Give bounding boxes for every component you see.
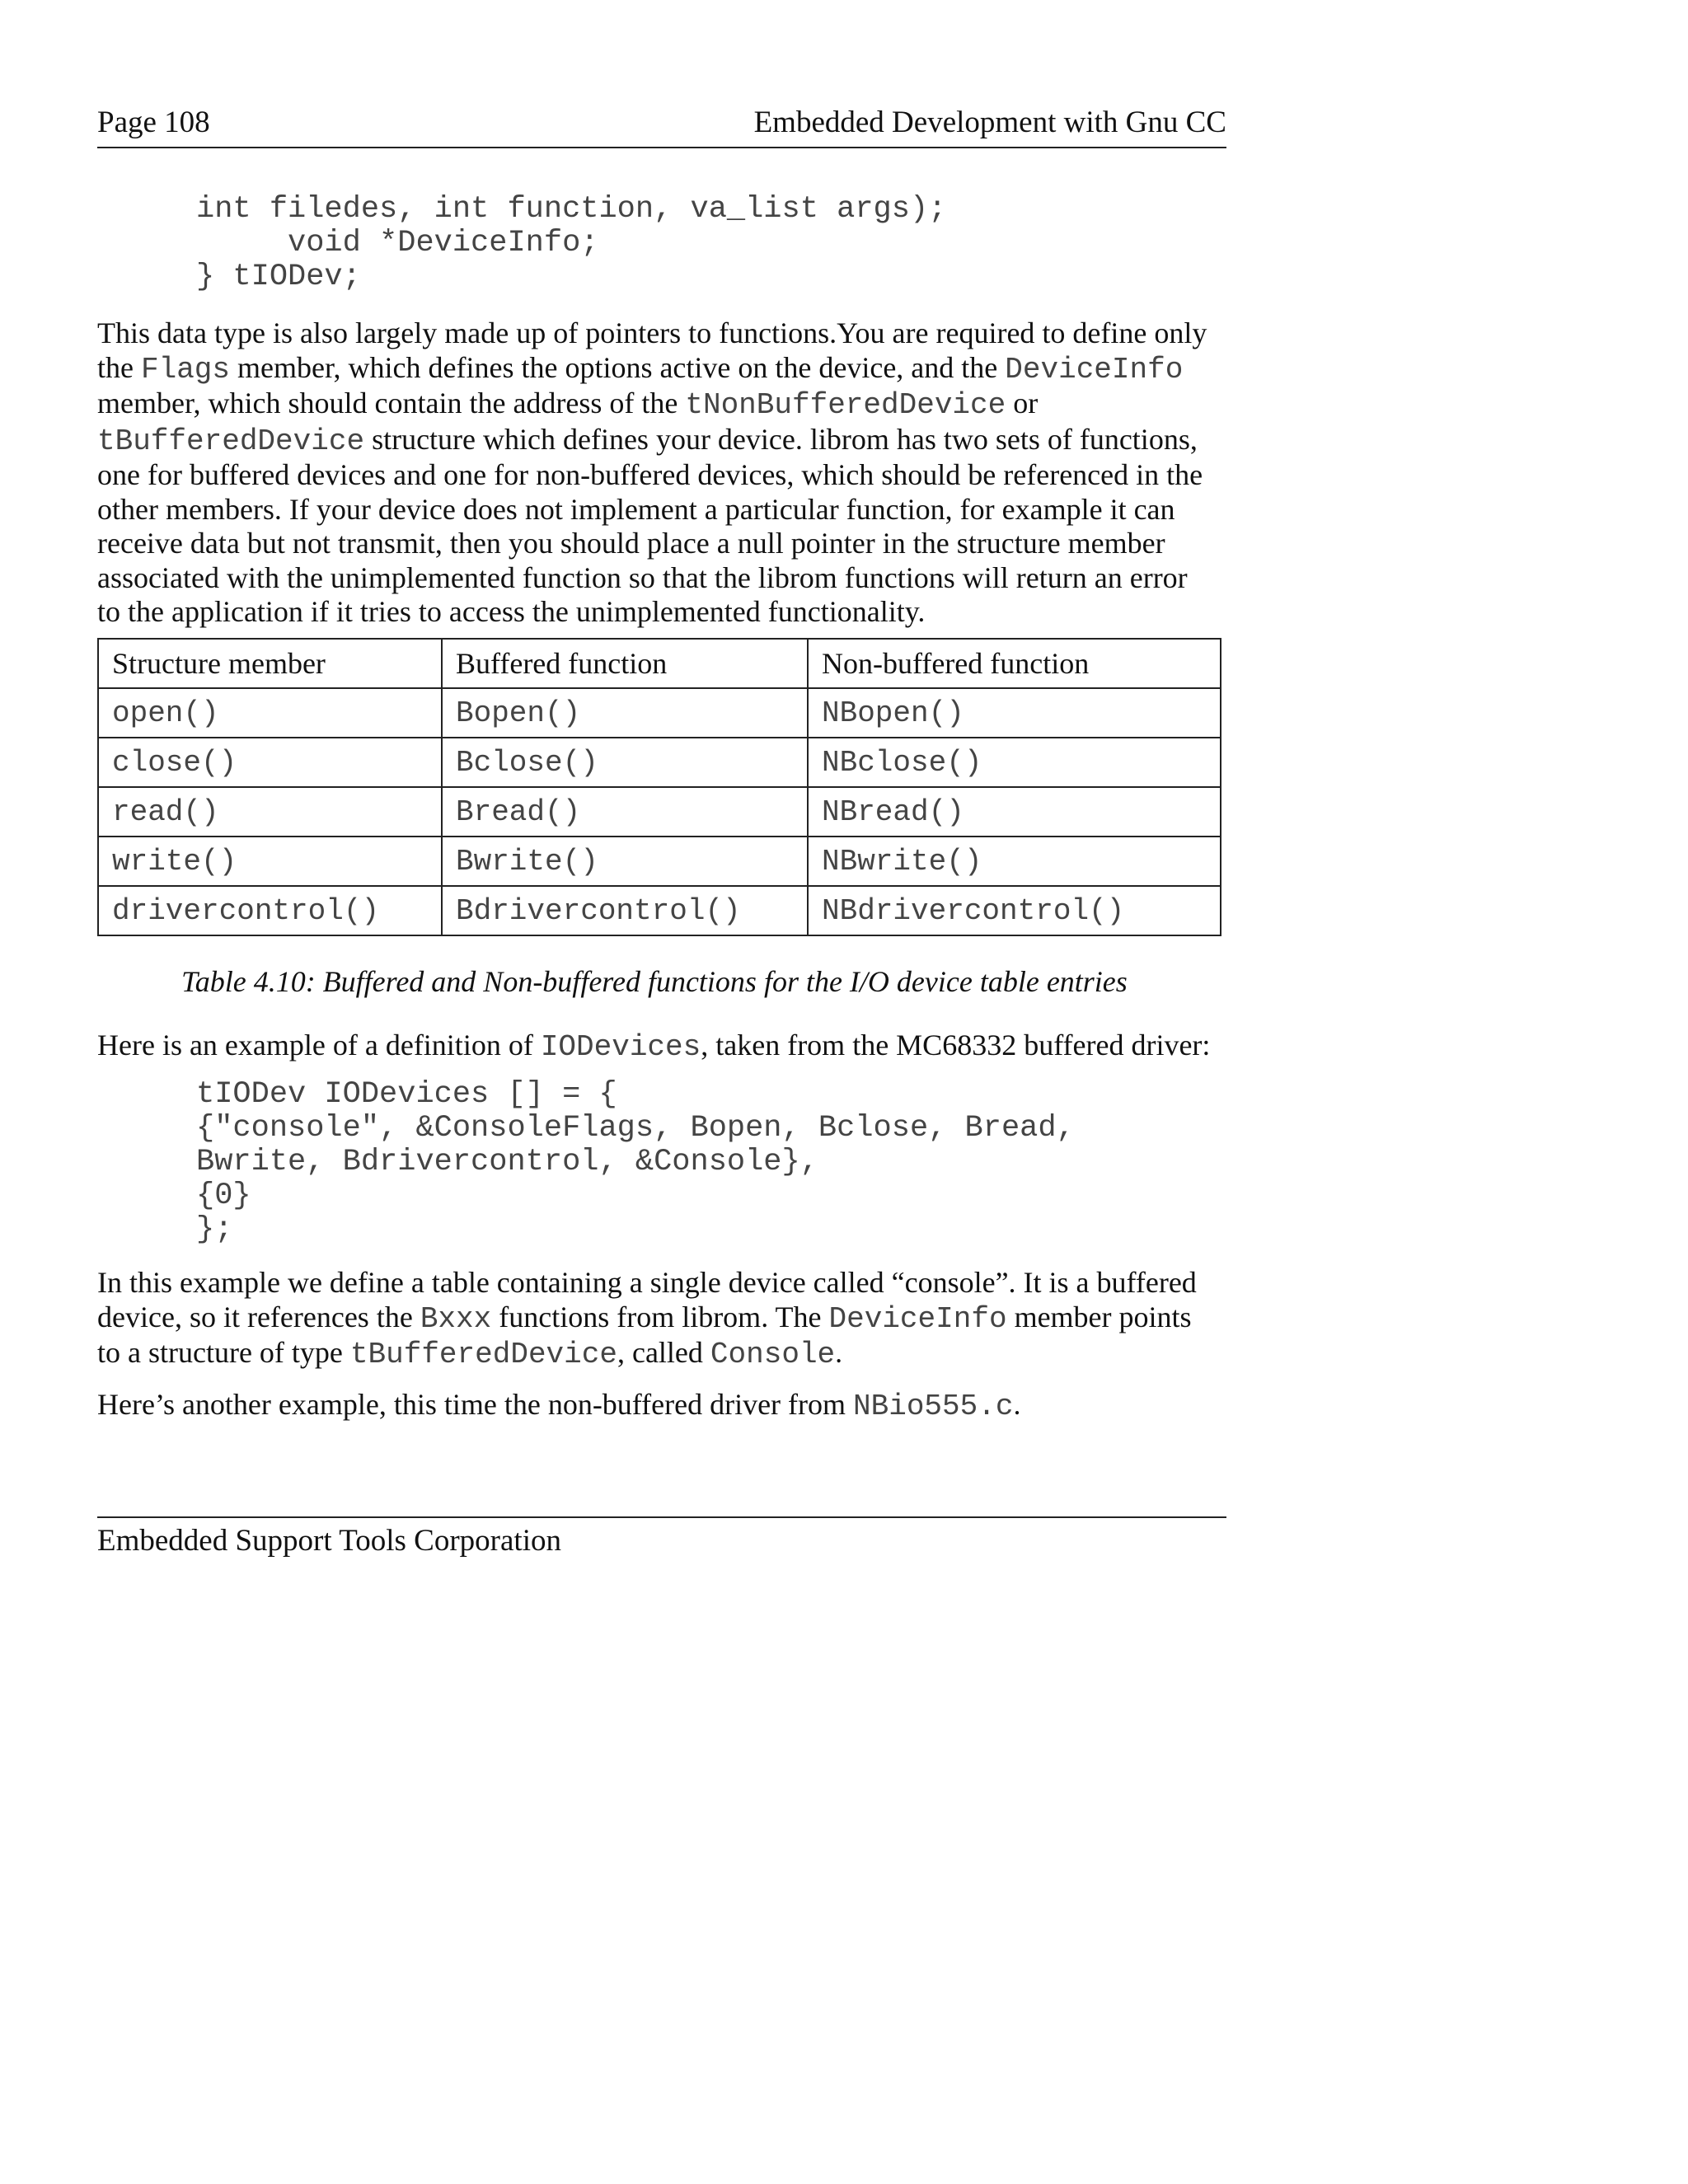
text-line: receive data but not transmit, then you should place a null pointer in the structure member [97, 527, 1165, 560]
text-line: other members. If your device does not implement a particular function, for example it can [97, 492, 1175, 526]
page-number: Page 108 [97, 105, 210, 139]
code-example-iodevices [196, 1078, 1075, 1247]
book-title: Embedded Development with Gnu CC [753, 105, 1226, 139]
table-cell: read() [98, 787, 442, 837]
page-header [97, 102, 1226, 148]
table-cell: NBdrivercontrol() [808, 886, 1221, 935]
table-cell: close() [98, 738, 442, 787]
text-line: This data type is also largely made up of pointers to functions.You are required to define only [97, 316, 1207, 349]
code-term: NBio555.c [853, 1390, 1014, 1423]
code-term: IODevices [540, 1030, 701, 1064]
text-line: In this example we define a table containing a single device called “console”. It is a buffered [97, 1266, 1197, 1299]
table-row [98, 688, 1221, 738]
publisher-name: Embedded Support Tools Corporation [97, 1524, 561, 1558]
code-fragment-top [196, 193, 946, 294]
table-cell: NBread() [808, 787, 1221, 837]
table-row [98, 886, 1221, 935]
code-line: int filedes, int function, va_list args); [196, 192, 947, 227]
text-line: tBufferedDevice structure which defines your device. librom has two sets of functions, [97, 422, 1198, 458]
text-line: Here is an example of a definition of IODevices, taken from the MC68332 buffered driver: [97, 1029, 1211, 1064]
table-cell: Bclose() [442, 738, 808, 787]
table-cell: Bopen() [442, 688, 808, 738]
text-line: device, so it references the Bxxx functions from librom. The DeviceInfo member points [97, 1300, 1192, 1336]
code-line: Bwrite, Bdrivercontrol, &Console}, [196, 1145, 818, 1179]
table-cell: NBclose() [808, 738, 1221, 787]
code-term: Flags [140, 352, 231, 387]
paragraph-nonbuffered-intro [97, 1388, 1235, 1424]
code-term: tNonBufferedDevice [685, 388, 1006, 422]
text-line: associated with the unimplemented function so that the librom functions will return an error [97, 560, 1188, 594]
code-term: DeviceInfo [1005, 352, 1184, 387]
code-term: Bxxx [420, 1301, 492, 1336]
paragraph-tiodev-description [97, 316, 1235, 630]
code-term: tBufferedDevice [349, 1338, 617, 1371]
code-line: } tIODev; [196, 260, 361, 294]
text-line: one for buffered devices and one for non-buffered devices, which should be referenced in the [97, 458, 1203, 491]
table-header-row [98, 639, 1221, 688]
table-cell: drivercontrol() [98, 886, 442, 935]
text-line: member, which should contain the address of the tNonBufferedDevice or [97, 387, 1039, 422]
table-cell: NBopen() [808, 688, 1221, 738]
code-term: Console [710, 1338, 836, 1371]
code-line: void *DeviceInfo; [196, 226, 599, 260]
column-header: Buffered function [442, 639, 808, 688]
paragraph-console-explanation [97, 1266, 1235, 1372]
io-function-table [97, 638, 1221, 936]
table-cell: write() [98, 837, 442, 886]
text-line: to a structure of type tBufferedDevice, called Console. [97, 1336, 843, 1371]
paragraph-iodevices-intro [97, 1029, 1235, 1065]
code-term: tBufferedDevice [97, 424, 365, 458]
text-line: the Flags member, which defines the options active on the device, and the DeviceInfo [97, 350, 1184, 387]
table-cell: Bdrivercontrol() [442, 886, 808, 935]
page-footer [97, 1516, 1226, 1564]
text-line: to the application if it tries to access the unimplemented functionality. [97, 595, 926, 628]
code-line: {"console", &ConsoleFlags, Bopen, Bclose, Bread, [196, 1111, 1075, 1146]
column-header: Non-buffered function [808, 639, 1221, 688]
table-cell: Bread() [442, 787, 808, 837]
code-term: DeviceInfo [828, 1301, 1007, 1336]
column-header: Structure member [98, 639, 442, 688]
table-cell: Bwrite() [442, 837, 808, 886]
table-row [98, 738, 1221, 787]
table-row [98, 787, 1221, 837]
code-line: {0} [196, 1179, 251, 1213]
code-line: }; [196, 1212, 233, 1247]
code-line: tIODev IODevices [] = { [196, 1077, 617, 1112]
text-line: Here’s another example, this time the non-buffered driver from NBio555.c. [97, 1388, 1021, 1423]
table-cell: NBwrite() [808, 837, 1221, 886]
table-cell: open() [98, 688, 442, 738]
table-row [98, 837, 1221, 886]
table-caption: Table 4.10: Buffered and Non-buffered functions for the I/O device table entries [181, 965, 1128, 998]
